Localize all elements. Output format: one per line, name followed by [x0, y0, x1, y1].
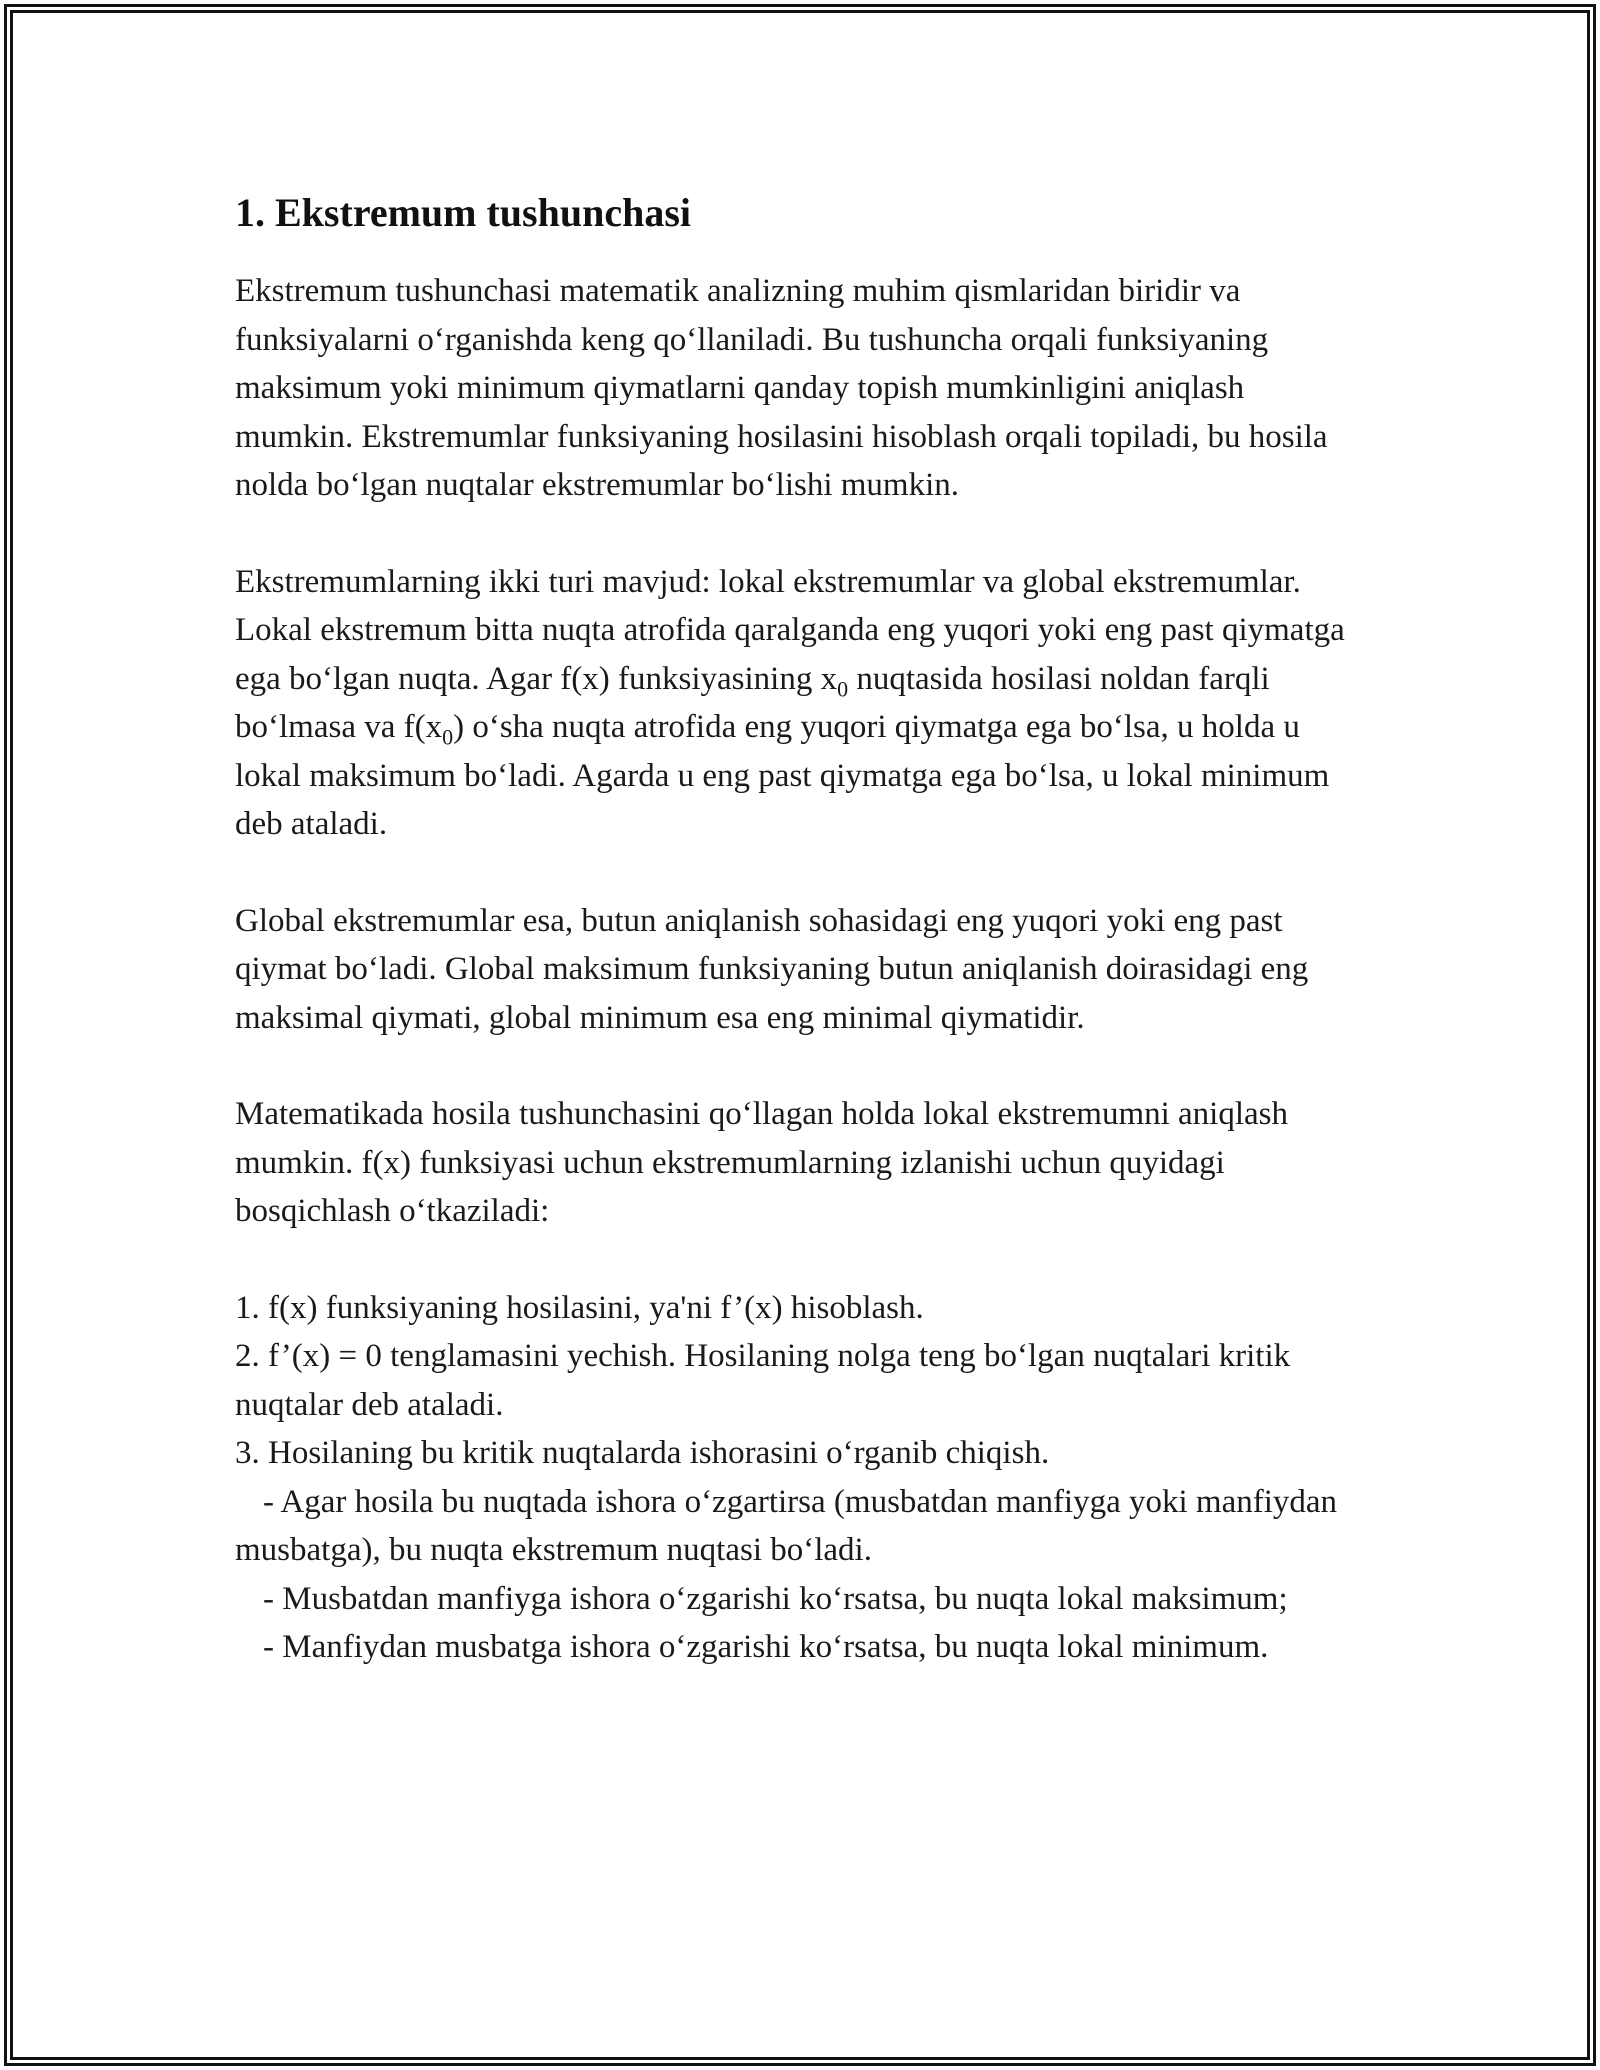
subscript-zero: 0 — [837, 676, 849, 702]
subscript-zero: 0 — [442, 724, 454, 750]
step-3-substep-c: - Manfiydan musbatga ishora o‘zgarishi ko‘rsatsa, bu nuqta lokal minimum. — [263, 1629, 1269, 1665]
paragraph-ekstremum-intro: Ekstremum tushunchasi matematik analizning muhim qismlaridan biridir va funksiyalarni o‘rganishda keng qo‘llaniladi. Bu tushuncha orqali funksiyaning maksimum yoki minimum qiymatlarni qanday topish mumkinligini aniqlash mumkin. Ekstremumlar funksiyaning hosilasini hisoblash orqali topiladi, bu hosila nolda bo‘lgan nuqtalar ekstremumlar bo‘lishi mumkin. — [235, 273, 1328, 503]
paragraph-method-intro: Matematikada hosila tushunchasini qo‘llagan holda lokal ekstremumni aniqlash mumkin. f(x) funksiyasi uchun ekstremumlarning izlanishi uchun quyidagi bosqichlash o‘tkaziladi: — [235, 1096, 1289, 1229]
step-3-substep-a: - Agar hosila bu nuqtada ishora o‘zgartirsa (musbatdan manfiyga yoki manfiydan musbatga), bu nuqta ekstremum nuqtasi bo‘ladi. — [235, 1483, 1338, 1568]
paragraph-text: ) o‘sha nuqta atrofida eng yuqori qiymatga ega bo‘lsa, u holda u lokal maksimum bo‘ladi. Agarda u eng past qiymatga ega bo‘lsa, u lokal minimum deb ataladi. — [235, 709, 1330, 842]
step-2: 2. f’(x) = 0 tenglamasini yechish. Hosilaning nolga teng bo‘lgan nuqtalari kritik nuqtalar deb ataladi. — [235, 1338, 1291, 1423]
section-heading: 1. Ekstremum tushunchasi — [235, 190, 692, 235]
paragraph-text: Ekstremumlarning ikki turi mavjud: lokal ekstremumlar va global ekstremumlar. Lokal ekstremum bitta nuqta atrofida qaralganda eng yuqori yoki eng past qiymatga ega bo‘lgan nuqta. Agar f(x) funksiyasining x — [235, 563, 1345, 697]
step-1: 1. f(x) funksiyaning hosilasini, ya'ni f’(x) hisoblash. — [235, 1289, 924, 1326]
step-3: 3. Hosilaning bu kritik nuqtalarda ishorasini o‘rganib chiqish. — [235, 1435, 1050, 1471]
steps-list — [235, 1284, 1365, 1672]
paragraph-ekstremum-types — [235, 558, 1365, 849]
paragraph-global-ekstremum: Global ekstremumlar esa, butun aniqlanish sohasidagi eng yuqori yoki eng past qiymat bo‘ladi. Global maksimum funksiyaning butun aniqlanish doirasidagi eng maksimal qiymati, global minimum esa eng minimal qiymatidir. — [235, 902, 1309, 1036]
document-body — [235, 185, 1365, 1672]
step-3-substep-b: - Musbatdan manfiyga ishora o‘zgarishi ko‘rsatsa, bu nuqta lokal maksimum; — [263, 1580, 1288, 1617]
paragraph-text: nuqtasida hosilasi noldan farqli bo‘lmasa va f(x — [235, 660, 1270, 745]
